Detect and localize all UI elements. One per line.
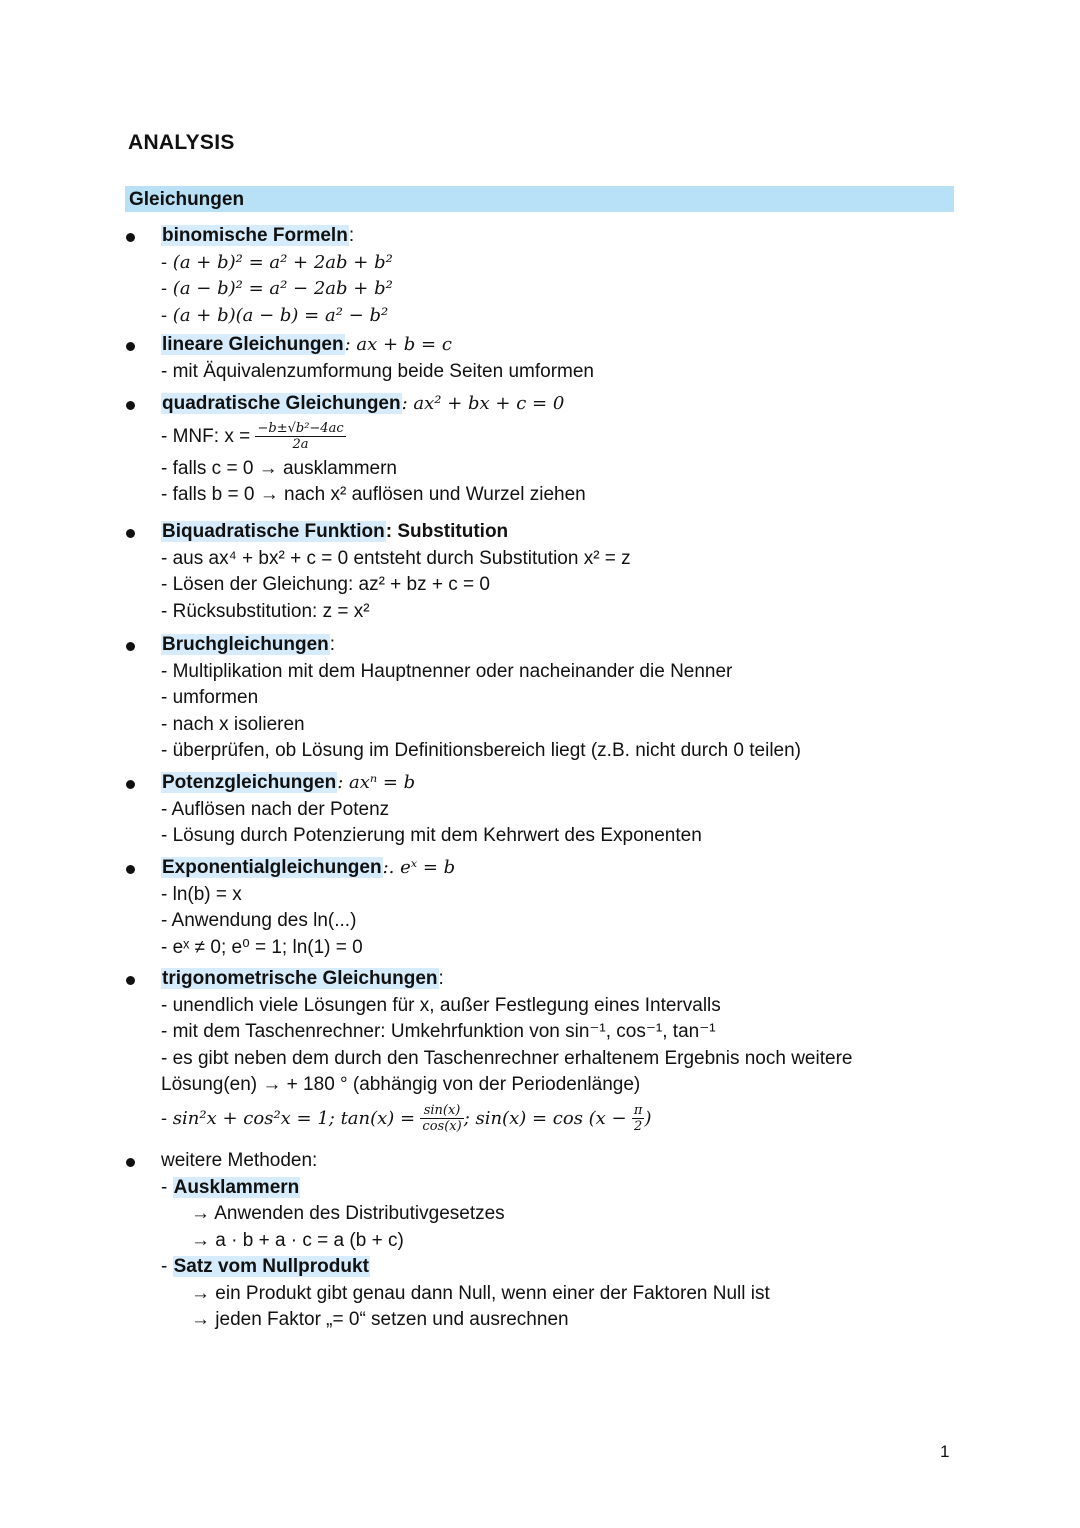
text-line: - Multiplikation mit dem Hauptnenner oder nacheinander die Nenner (161, 660, 733, 682)
text-line: Lösung(en) → + 180 ° (abhängig von der Periodenlänge) (161, 1074, 641, 1095)
text-line: - umformen (161, 687, 259, 708)
text-line: - falls c = 0 → ausklammern (161, 457, 397, 479)
text-line: - Auflösen nach der Potenz (161, 798, 390, 820)
formula-line: - sin²x + cos²x = 1; tan(x) = $\frac{\sin(x)}{\cos(x)}$ ; sin(x) = cos (x − $\frac{\pi}{2}$ ) (161, 1102, 652, 1134)
text-line: - Lösung durch Potenzierung mit dem Kehrwert des Exponenten (161, 825, 702, 846)
section-header (125, 186, 954, 212)
item-heading: trigonometrische Gleichungen (162, 968, 438, 989)
bullet-icon (126, 233, 135, 242)
item-heading: Exponentialgleichungen (162, 857, 382, 878)
page-title: ANALYSIS (128, 131, 235, 154)
list-item-exponential-equations: Exponentialgleichungen:. eˣ = b - ln(b) = x - Anwendung des ln(...) - eˣ ≠ 0; e⁰ = 1; ln(1) = 0 (161, 855, 951, 961)
text-line: → ein Produkt gibt genau dann Null, wenn einer der Faktoren Null ist (191, 1282, 770, 1304)
list-item-biquadratic: Biquadratische Funktion: Substitution - aus ax⁴ + bx² + c = 0 entsteht durch Substitution x² = z - Lösen der Gleichung: az² + bz + c = 0 - Rücksubstitution: z = x² (161, 519, 951, 625)
text-line: - mit dem Taschenrechner: Umkehrfunktion von sin⁻¹, cos⁻¹, tan⁻¹ (161, 1021, 716, 1042)
list-item-quadratic: quadratische Gleichungen: ax² + bx + c = 0 - MNF: x = $\frac{\text{−b±√b²−4ac}}{2a}$ - falls c = 0 → ausklammern - falls b = 0 → nach x² auflösen und Wurzel ziehen (161, 391, 951, 509)
list-item-binomial: binomische Formeln: - (a + b)² = a² + 2ab + b² - (a − b)² = a² − 2ab + b² - (a + b)(a − b) = a² − b² (161, 223, 951, 329)
bullet-icon (126, 865, 135, 874)
formula-line: - (a − b)² = a² − 2ab + b² (161, 278, 393, 299)
list-item-linear: lineare Gleichungen: ax + b = c - mit Äquivalenzumformung beide Seiten umformen (161, 332, 951, 385)
list-item-further-methods: weitere Methoden: - Ausklammern → Anwenden des Distributivgesetzes → a · b + a · c = a (b + c) - Satz vom Nullprodukt → ein Produkt gibt genau dann Null, wenn einer der Faktoren Null ist → jeden Faktor „= 0“ setzen und ausrechnen (161, 1148, 951, 1334)
mnf-fraction: $\frac{\text{−b±√b²−4ac}}{2a}$ (257, 420, 344, 452)
text-line: - ln(b) = x (161, 883, 242, 905)
bullet-icon (126, 401, 135, 410)
text-line: - überprüfen, ob Lösung im Definitionsbereich liegt (z.B. nicht durch 0 teilen) (161, 740, 802, 761)
bullet-icon (126, 642, 135, 651)
text-line: → a · b + a · c = a (b + c) (191, 1229, 404, 1251)
text-line: → Anwenden des Distributivgesetzes (191, 1203, 505, 1224)
bullet-icon (126, 1158, 135, 1167)
item-heading: quadratische Gleichungen (162, 393, 401, 414)
item-heading: Potenzgleichungen (162, 772, 337, 793)
text-line: - nach x isolieren (161, 713, 305, 735)
formula-line: - (a + b)(a − b) = a² − b² (161, 304, 389, 326)
section-title: Gleichungen (129, 189, 245, 210)
page-number: 1 (940, 1442, 950, 1461)
list-item-trigonometric-equations: trigonometrische Gleichungen: - unendlich viele Lösungen für x, außer Festlegung eines Intervalls - mit dem Taschenrechner: Umkehrfunktion von sin⁻¹, cos⁻¹, tan⁻¹ - es gibt neben dem durch den Taschenrechner erhaltenem Ergebnis noch weitere Lösung(en) → + 180 ° (abhängig von der Periodenlänge) - sin²x + cos²x = 1; tan(x) = $\frac{\sin(x)}{\cos(x)}$ ; sin(x) = cos (x − $\frac{\pi}{2}$ ) (161, 966, 951, 1139)
text-line: - Anwendung des ln(...) (161, 910, 357, 931)
tan-fraction: $\frac{\sin(x)}{\cos(x)}$ (422, 1102, 462, 1134)
text-line: - es gibt neben dem durch den Taschenrechner erhaltenem Ergebnis noch weitere (161, 1047, 853, 1069)
bullet-icon (126, 780, 135, 789)
text-line: - Rücksubstitution: z = x² (161, 600, 370, 622)
text-line: - eˣ ≠ 0; e⁰ = 1; ln(1) = 0 (161, 936, 363, 958)
text-line: - unendlich viele Lösungen für x, außer Festlegung eines Intervalls (161, 994, 721, 1016)
bullet-icon (126, 342, 135, 351)
text-line: - aus ax⁴ + bx² + c = 0 entsteht durch Substitution x² = z (161, 547, 631, 569)
formula-line: - (a + b)² = a² + 2ab + b² (161, 251, 393, 273)
subheading-zero-product: Satz vom Nullprodukt (173, 1256, 369, 1277)
item-heading: Biquadratische Funktion (162, 521, 385, 542)
item-heading: Bruchgleichungen (162, 634, 329, 655)
text-line: - Lösen der Gleichung: az² + bz + c = 0 (161, 574, 490, 595)
pi-fraction: $\frac{\pi}{2}$ (633, 1102, 643, 1134)
bullet-icon (126, 976, 135, 985)
bullet-icon (126, 529, 135, 538)
mnf-label: - MNF: x = (161, 425, 251, 447)
item-heading: weitere Methoden: (161, 1150, 318, 1171)
text-line: → jeden Faktor „= 0“ setzen und ausrechnen (191, 1309, 569, 1330)
list-item-fraction-equations: Bruchgleichungen: - Multiplikation mit dem Hauptnenner oder nacheinander die Nenner - umformen - nach x isolieren - überprüfen, ob Lösung im Definitionsbereich liegt (z.B. nicht durch 0 teilen) (161, 632, 951, 765)
list-item-power-equations: Potenzgleichungen: axⁿ = b - Auflösen nach der Potenz - Lösung durch Potenzierung mit dem Kehrwert des Exponenten (161, 770, 951, 850)
text-line: - falls b = 0 → nach x² auflösen und Wurzel ziehen (161, 484, 586, 505)
item-heading: lineare Gleichungen (162, 334, 344, 355)
item-heading: binomische Formeln (162, 225, 348, 246)
text-line: - mit Äquivalenzumformung beide Seiten umformen (161, 360, 594, 382)
subheading-factoring: Ausklammern (173, 1176, 300, 1198)
